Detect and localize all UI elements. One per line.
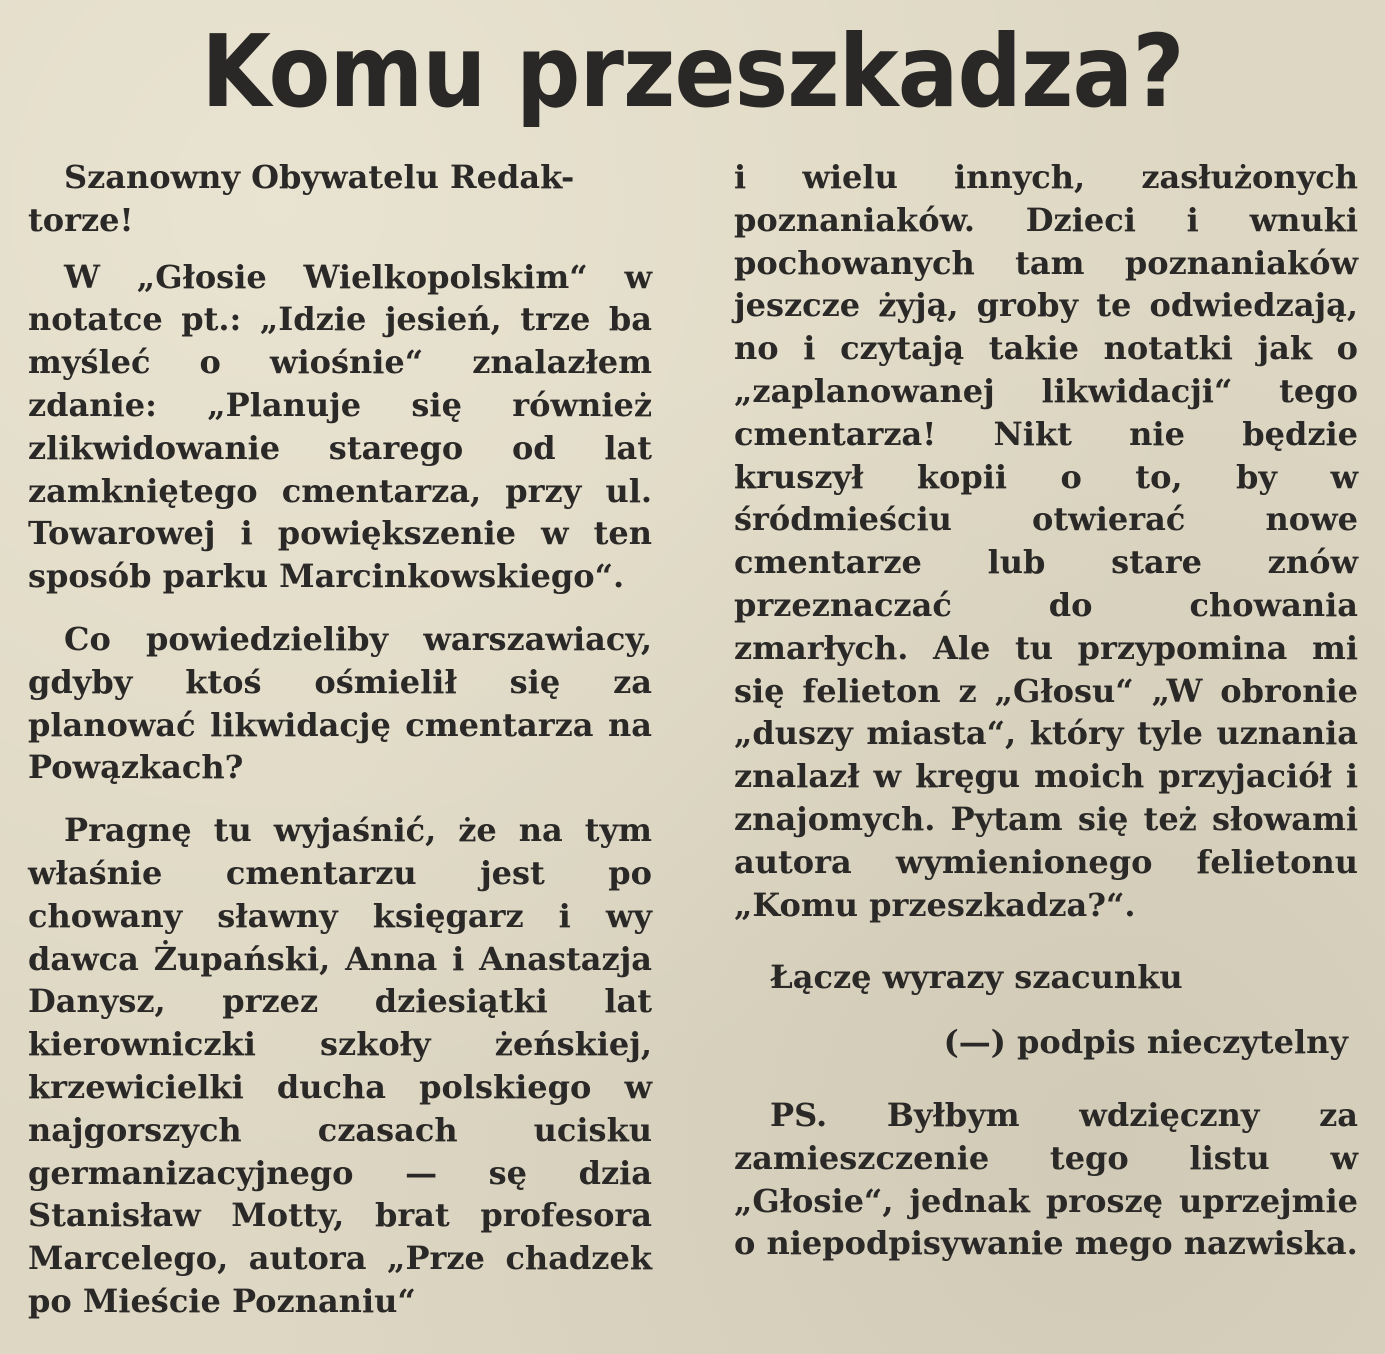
closing-line: Łączę wyrazy szacunku xyxy=(770,958,1183,997)
body-paragraph: Co powiedzieliby warszawiacy, gdyby ktoś ośmielił się za planować likwidację cmentarza na Powązkach? xyxy=(28,619,652,787)
signature-line: (—) podpis nieczytelny xyxy=(943,1023,1348,1062)
right-column xyxy=(734,156,1358,1265)
left-column xyxy=(28,156,652,1323)
body-paragraph: W „Głosie Wielkopolskim“ w notatce pt.: „Idzie jesień, trze ba myśleć o wiośnie“ znalazłem zdanie: „Planuje się również zlikwidowanie starego od lat zamkniętego cmentarza, przy ul. Towarowej i powiększenie w ten sposób parku Marcinkowskiego“. xyxy=(28,257,652,596)
salutation: Szanowny Obywatelu Redak- torze! xyxy=(28,158,575,239)
headline: Komu przeszkadza? xyxy=(201,13,1184,130)
body-paragraph: Pragnę tu wyjaśnić, że na tym właśnie cmentarzu jest po chowany sławny księgarz i wy dawca Żupański, Anna i Anastazja Danysz, przez dziesiątki lat kierowniczki szkoły żeńskiej, krzewicielki ducha polskiego w najgorszych czasach ucisku germanizacyjnego — sę dzia Stanisław Motty, brat profesora Marcelego, autora „Prze chadzek po Mieście Poznaniu“ xyxy=(28,811,652,1320)
body-paragraph: i wielu innych, zasłużonych poznaniaków. Dzieci i wnuki pochowanych tam poznaniaków jeszcze żyją, groby te odwiedzają, no i czytają takie notatki jak o „zaplanowanej likwidacji“ tego cmentarza! Nikt nie będzie kruszył kopii o to, by w śródmieściu otwierać nowe cmentarze lub stare znów przeznaczać do chowania zmarłych. Ale tu przypomina mi się felieton z „Głosu“ „W obronie „duszy miasta“, który tyle uznania znalazł w kręgu moich przyjaciół i znajomych. Pytam się też słowami autora wymienionego felietonu „Komu przeszkadza?“. xyxy=(734,158,1358,924)
postscript: PS. Byłbym wdzięczny za zamieszczenie tego listu w „Głosie“, jednak proszę uprzejmie o niepodpisywanie mego nazwiska. xyxy=(734,1095,1358,1263)
